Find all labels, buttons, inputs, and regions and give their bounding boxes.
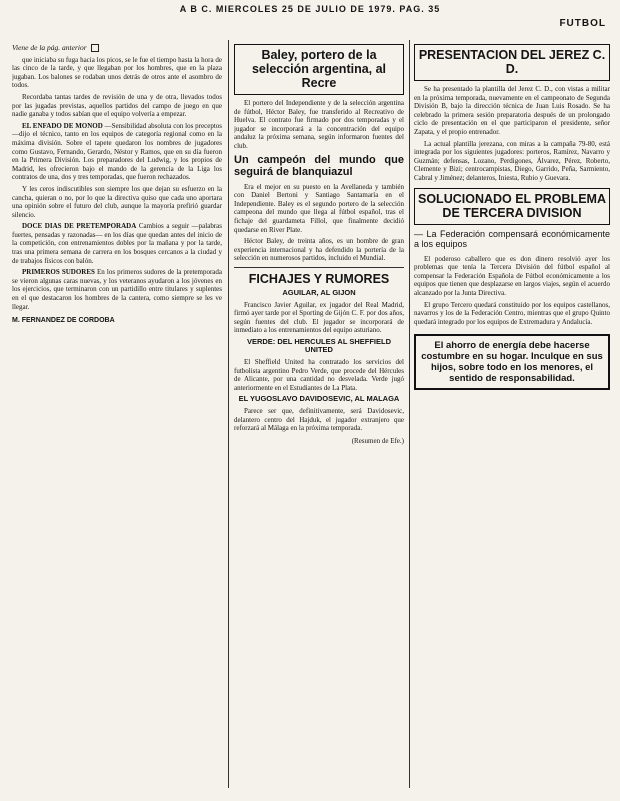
paragraph: El Sheffield United ha contratado los servicios del futbolista argentino Pedro Verde, que procede del Hércules de Alicante, por una cantidad no desvelada. Verde jugó anteriormente en el Estudiantes de La Plata. [234,358,404,392]
subheadline-federacion: — La Federación compensará económicamente a los equipos [414,228,610,250]
paragraph: Y les ceros indiscutibles son siempre los que dejan su esfuerzo en la cancha, quieran o no, por lo que la directiva quiso que cada uno aportara una opinión sobre el futuro del club, aunque la mayoría prefirió guardar silencio. [12,184,222,219]
headline-box [414,44,610,81]
continued-note: Viene de la pág. anterior [12,44,222,53]
paragraph: El poderoso caballero que es don dinero resolvió ayer los problemas que tenía la Tercera División del fútbol español al compensar la Federación Española de Fútbol económicamente a los equipos que tienen que desplazarse en largos viajes, según el acuerdo alcanzado por la Junta Directiva. [414,254,610,297]
column-rule [409,40,410,788]
column-baley-article [234,44,404,784]
section-label: FUTBOL [559,18,606,29]
energy-notice: El ahorro de energía debe hacerse costumbre en su hogar. Inculque en sus hijos, sobre todo en los menores, el sentido de responsabilidad. [414,334,610,390]
column-jerez-article [414,44,610,784]
source-credit: (Resumen de Efe.) [351,436,404,445]
paragraph: que iniciaba su fuga hacia los picos, se le fue el tiempo hasta la hora de las cinco de la tarde, y que llegaban por los hombres, que en la plaza jugaban. Los balones se rodaban unos detrás de otros ante el asombro de todos. [12,55,222,90]
headline-jerez: PRESENTACION DEL JEREZ C. D. [418,48,606,76]
byline: M. FERNANDEZ DE CORDOBA [12,317,115,325]
headline-baley: Baley, portero de la selección argentina, al Recre [251,48,387,90]
paragraph: Se ha presentado la plantilla del Jerez C. D., con vistas a militar en la próxima temporada, nuevamente en el campeonato de Segunda División B, bajo la dirección técnica de Juan Luis Rosado. Se ha celebrado la primera sesión preparatoria después de un prolongado ciclo de presentación en el que participaron el presidente, señor Zapata, y el propio entrenador. [414,85,610,136]
divider [234,267,404,268]
paragraph: EL ENFADO DE MONOD —Sensibilidad absoluta con los preceptos —dijo el técnico, tanto en los equipos de categoría regional como en la máxima división. Sobre el tapete quedaron los nombres de jugadores como Gustavo, Fernando, Gerardo, Néstor y Ramos, que en su día fueron en la Primera División. Los preparadores del Ludwig, y los propios de Madrid, les ofrecieron bajo el mando de la gerencia de la Liga los contratos de una, dos y tres temporadas, que fueron rechazados. [12,121,222,182]
paragraph: Era el mejor en su puesto en la Avellaneda y también con Daniel Bertoni y Santiago Santamaría en el Independiente. Baley es el segundo portero de la selección campeona del mundo que llega al fútbol español, tras el fichaje del guardameta Fillol, que finalmente decidió quedarse en River Plate. [234,182,404,234]
headline-tercera: SOLUCIONADO EL PROBLEMA DE TERCERA DIVISION [418,191,606,220]
checkbox-icon [91,44,99,52]
headline-box [414,188,610,225]
paragraph: PRIMEROS SUDORES En los primeros sudores de la pretemporada se vieron algunas caras nuevas, y los veteranos ayudaron a los jóvenes en los ejercicios, que terminaron con un partidillo entre titulares y suplentes en el que destacaron los hombres de la cantera, como siempre se les ve llegar. [12,268,222,311]
paragraph: El grupo Tercero quedará constituido por los equipos castellanos, navarros y los de la Federación Centro, mientras que el grupo Quinto quedará integrado por los equipos de Extremadura y Andalucía. [414,300,610,326]
headline-fichajes: FICHAJES Y RUMORES [248,271,390,286]
paragraph: La actual plantilla jerezana, con miras a la campaña 79-80, está integrada por los siguientes jugadores: porteros, Ramírez, Navarro y Guzmán; defensas, Lozano, Perdigones, Álvarez, Pérez, Roberto, Clemente y Bizi; centrocampistas, Diego, Garrido, Peña, Sarmiento, Cabral y Jiménez; delanteros, Iniesta, Rubio y Guevara. [414,139,610,182]
item-heading: EL YUGOSLAVO DAVIDOSEVIC, AL MALAGA [238,394,400,404]
column-continued-article [12,44,222,784]
column-rule [228,40,229,788]
lead-in: EL ENFADO DE MONOD [22,121,103,130]
paragraph: Parece ser que, definitivamente, será Davidosevic, delantero centro del Hajduk, el jugador extranjero que reforzará al Málaga en la próxima temporada. [234,407,404,433]
lead-in: PRIMEROS SUDORES [22,268,95,277]
item-heading: VERDE: DEL HERCULES AL SHEFFIELD UNITED [246,336,392,355]
paragraph: Francisco Javier Aguilar, ex jugador del Real Madrid, firmó ayer tarde por el Sporting de Gijón C. F. por dos años, según fuentes del club. El jugador se incorporará de inmediato a los entrenamientos del equipo asturiano. [234,300,404,335]
item-heading: AGUILAR, AL GIJON [282,287,356,297]
headline-box [234,44,404,95]
subheadline-campeon: Un campeón del mundo que seguirá de blanquiazul [234,153,404,179]
masthead: A B C. MIERCOLES 25 DE JULIO DE 1979. PAG. 35 [179,4,441,14]
paragraph: Recordaba tantas tardes de revisión de una y de otra, llevados todos por las jugadas previstas, aquellos partidos del campo de juego en que nadie ganaba y todos sabían que el equipo volvería a empezar. [12,92,222,119]
paragraph: El portero del Independiente y de la selección argentina de fútbol, Héctor Baley, fue transferido al Recreativo de Huelva. El contrato fue firmado por dos temporadas y el jugador se incorporará a la concentración del equipo andaluz la próxima semana, según informaron fuentes del club. [234,99,404,150]
lead-in: DOCE DIAS DE PRETEMPORADA [22,222,137,231]
paragraph: DOCE DIAS DE PRETEMPORADA Cambios a seguir —palabras fuertes, pensadas y razonadas— en los días que quedan antes del inicio de la competición, con entrenamientos dobles por la mañana y por la tarde, tras una primera semana de carrera en los bosques cercanos a la ciudad y de trabajos físicos con balón. [12,222,222,265]
paragraph: Héctor Baley, de treinta años, es un hombre de gran experiencia internacional y ha defendido la portería de la selección en numerosos partidos, incluido el Mundial. [234,237,404,263]
